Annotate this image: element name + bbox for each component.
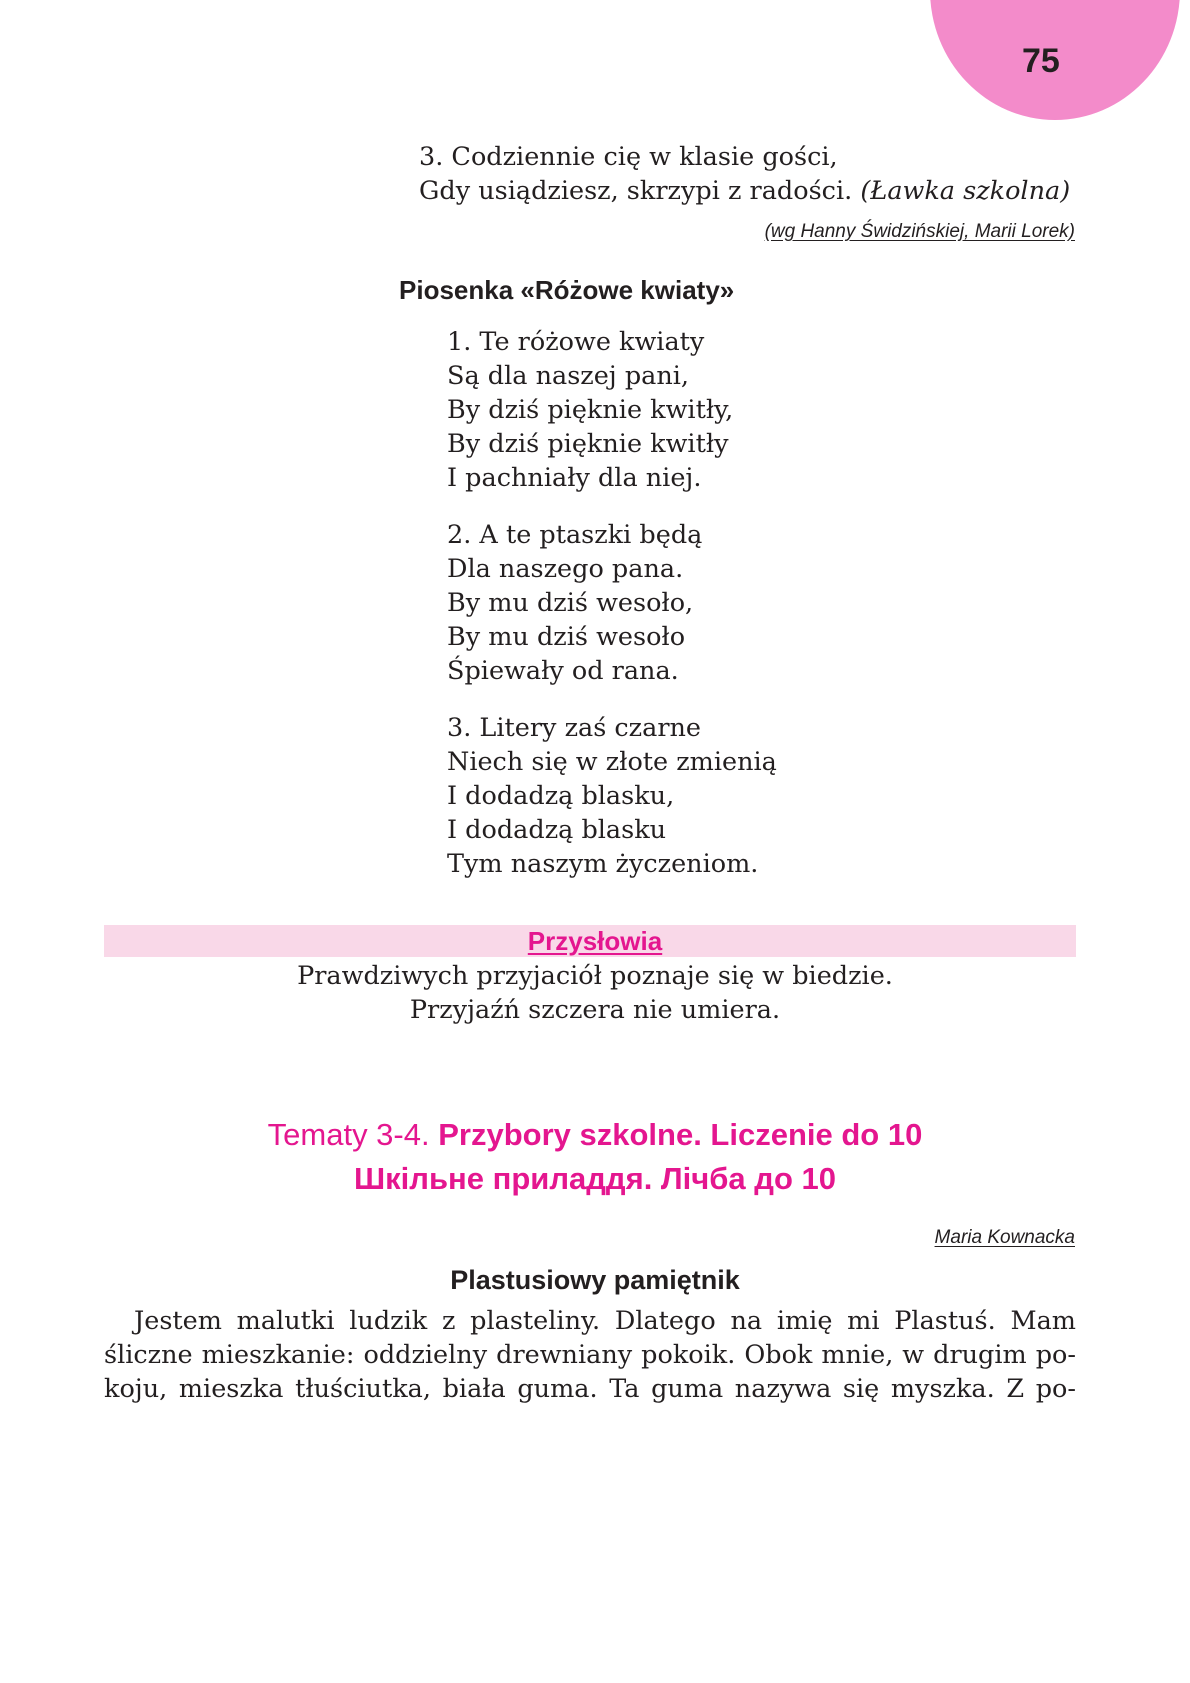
proverb: Prawdziwych przyjaciół poznaje się w biedzie. [297,961,893,991]
stanza-line: Są dla naszej pani, [447,361,690,391]
story-author: Maria Kownacka [934,1227,1075,1248]
stanza-line: I pachniały dla niej. [447,463,702,493]
stanza-line: By dziś pięknie kwitły, [447,395,734,425]
topic-heading-polish [0,1113,1190,1157]
stanza-line: I dodadzą blasku [447,815,667,845]
proverbs-title [0,925,1190,957]
proverbs-title-text: Przysłowia [527,926,663,956]
stanza-line: By mu dziś wesoło [447,622,686,652]
stanza-line: Śpiewały od rana. [447,656,679,686]
song-title: Piosenka «Różowe kwiaty» [399,275,735,305]
stanza-line: By mu dziś wesoło, [447,588,694,618]
song-stanza-1 [447,325,733,495]
proverb: Przyjaźń szczera nie umiera. [409,995,781,1025]
riddle-line-1: 3. Codziennie cię w klasie gości, [419,142,838,172]
story-text [104,1304,1076,1406]
story-line: koju, mieszka tłuściutka, biała guma. Ta guma nazywa się myszka. Z po- [104,1374,1076,1404]
song-stanza-2 [447,518,702,688]
riddle-attribution: (wg Hanny Świdzińskiej, Marii Lorek) [764,221,1075,242]
topic-title-polish: Przybory szkolne. Liczenie do 10 [438,1117,923,1152]
story-line: śliczne mieszkanie: oddzielny drewniany pokoik. Obok mnie, w drugim po- [104,1340,1076,1370]
stanza-line: 3. Litery zaś czarne [447,713,702,743]
riddle-line-2-text: Gdy usiądziesz, skrzypi z radości. [419,176,861,206]
riddle-answer: (Ławka szkolna) [860,176,1071,206]
stanza-line: 2. A te ptaszki będą [447,520,703,550]
song-stanza-3 [447,711,777,881]
stanza-line: By dziś pięknie kwitły [447,429,729,459]
stanza-line: I dodadzą blasku, [447,781,675,811]
topic-prefix: Tematy 3-4. [267,1117,439,1152]
riddle [419,140,1070,208]
story-title: Plastusiowy pamiętnik [450,1265,740,1295]
topic-heading-ukrainian [0,1157,1190,1201]
stanza-line: Niech się w złote zmienią [447,747,777,777]
page-number: 75 [1022,42,1060,80]
riddle-line-2 [419,174,1070,208]
stanza-line: 1. Te różowe kwiaty [447,327,705,357]
topic-title-ukrainian: Шкільне приладдя. Лічба до 10 [354,1161,836,1196]
story-line: Jestem malutki ludzik z plasteliny. Dlatego na imię mi Plastuś. Mam [134,1306,1076,1336]
stanza-line: Dla naszego pana. [447,554,684,584]
stanza-line: Tym naszym życzeniom. [447,849,759,879]
